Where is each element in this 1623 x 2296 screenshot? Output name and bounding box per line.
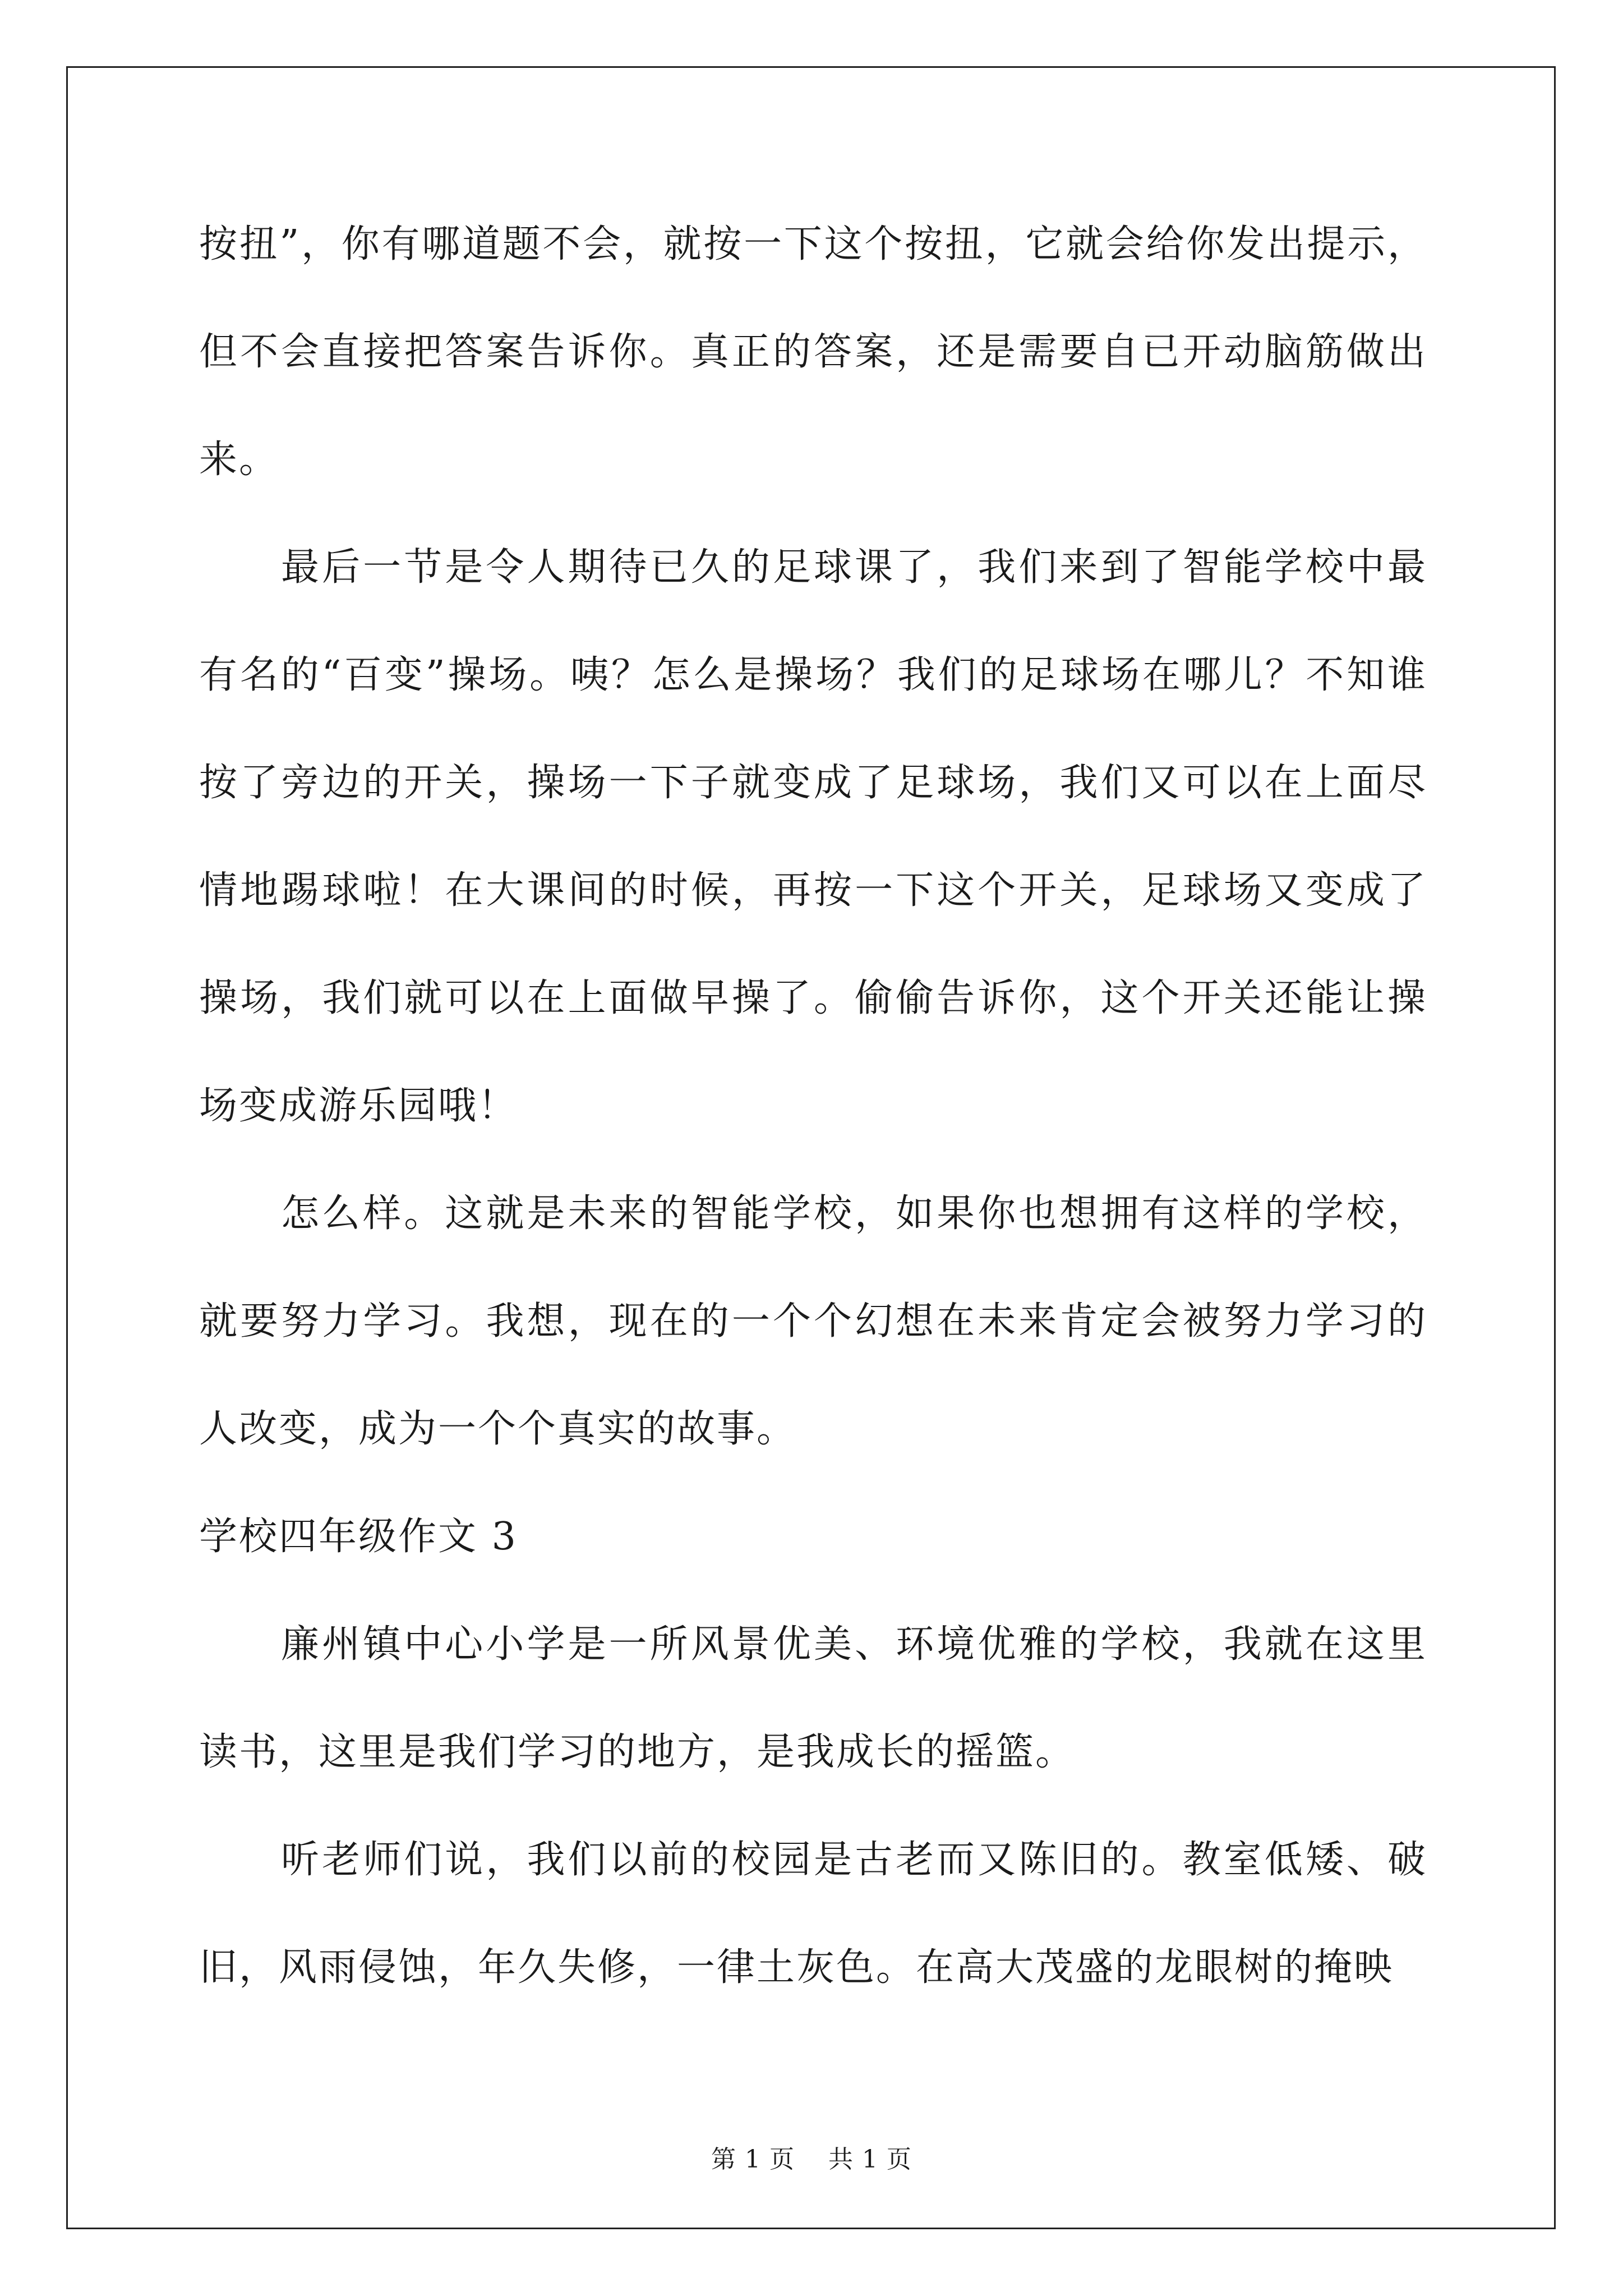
section-title: 学校四年级作文 3	[199, 1515, 518, 1559]
paragraph-3: 怎么样。这就是未来的智能学校，如果你也想拥有这样的学校，就要努力学习。我想，现在的一个个幻想在未来肯定会被努力学习的人改变，成为一个个真实的故事。	[199, 1191, 1427, 1451]
paragraph-1: 按扭”，你有哪道题不会，就按一下这个按扭，它就会给你发出提示，但不会直接把答案告诉你。真正的答案，还是需要自已开动脑筋做出来。	[199, 222, 1427, 482]
page-total: 共 1 页	[828, 2145, 912, 2174]
paragraph-2: 最后一节是令人期待已久的足球课了，我们来到了智能学校中最有名的“百变”操场。咦？怎么是操场？我们的足球场在哪儿？不知谁按了旁边的开关，操场一下子就变成了足球场，我们又可以在上面尽情地踢球啦！在大课间的时候，再按一下这个开关，足球场又变成了操场，我们就可以在上面做早操了。偷偷告诉你，这个开关还能让操场变成游乐园哦！	[199, 545, 1427, 1128]
page-number: 第 1 页	[711, 2145, 795, 2174]
page-footer	[0, 2143, 1623, 2177]
section-paragraph-2: 听老师们说，我们以前的校园是古老而又陈旧的。教室低矮、破旧，风雨侵蚀，年久失修，一律土灰色。在高大茂盛的龙眼树的掩映	[199, 1838, 1427, 1990]
document-body	[199, 191, 1427, 2022]
section-paragraph-1: 廉州镇中心小学是一所风景优美、环境优雅的学校，我就在这里读书，这里是我们学习的地方，是我成长的摇篮。	[199, 1622, 1427, 1774]
